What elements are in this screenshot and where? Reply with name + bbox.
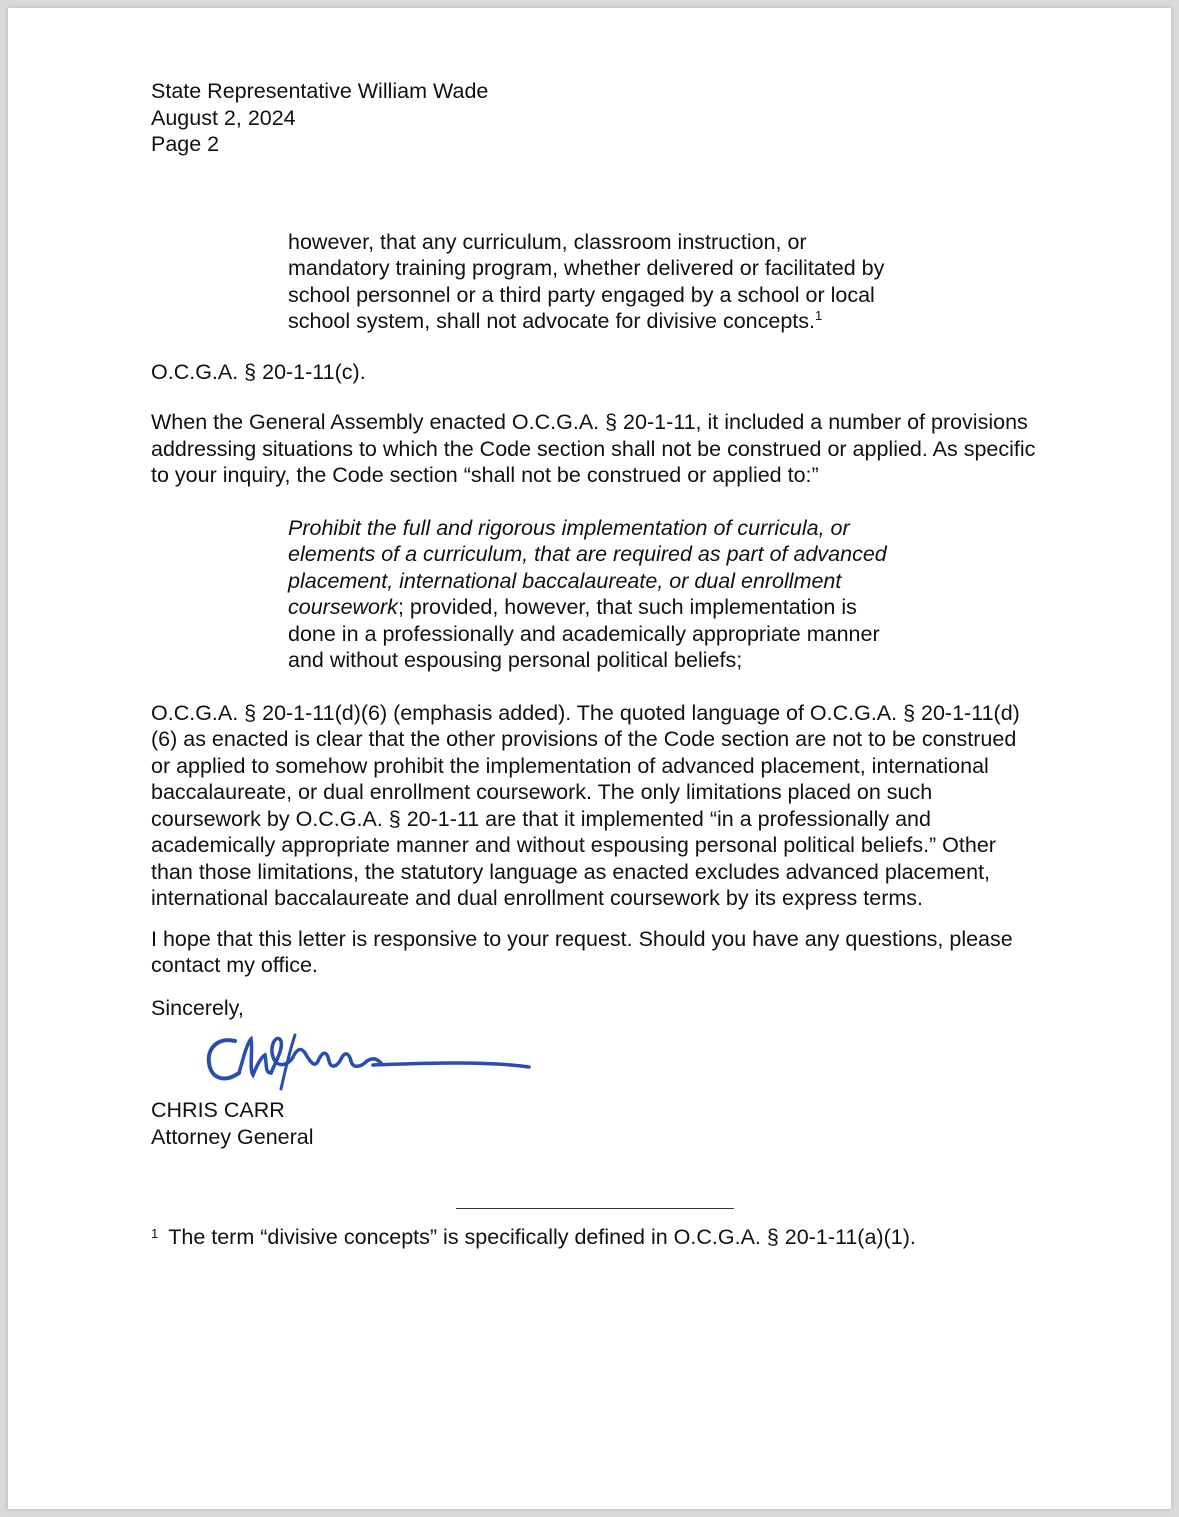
footnote-marker: 1 [151, 1226, 159, 1241]
statute-quote-2 [288, 515, 908, 674]
footnote [151, 1221, 1039, 1251]
footnote-divider [456, 1208, 734, 1209]
date-line: August 2, 2024 [151, 105, 296, 130]
statute-quote-2-emphasis: Prohibit the full and rigorous implementation of curricula, or elements of a curriculum, that are required as part of advanced placement, international baccalaureate, or dual enrollment coursework [288, 515, 887, 619]
statute-quote-1-text: however, that any curriculum, classroom instruction, or mandatory training program, whether delivered or facilitated by school personnel or a third party engaged by a school or local school system, shall not advocate for divisive concepts. [288, 229, 885, 333]
letter-header [151, 78, 1039, 158]
citation-1: O.C.G.A. § 20-1-11(c). [151, 359, 366, 384]
letter-page [8, 8, 1171, 1509]
page-number: Page 2 [151, 132, 220, 156]
statute-quote-1 [288, 229, 908, 335]
footnote-text: The term “divisive concepts” is specifically defined in O.C.G.A. § 20-1-11(a)(1). [168, 1225, 916, 1249]
paragraph-3: I hope that this letter is responsive to your request. Should you have any questions, please contact my office. [151, 926, 1013, 977]
closing: Sincerely, [151, 995, 244, 1020]
signer-title: Attorney General [151, 1124, 314, 1149]
statute-quote-2-text: ; provided, however, that such implementation is done in a professionally and academically appropriate manner and without espousing personal political beliefs; [288, 595, 880, 672]
footnote-reference: 1 [815, 307, 823, 323]
signer-block [151, 1097, 1039, 1150]
recipient-line: State Representative William Wade [151, 79, 489, 103]
signature [177, 1029, 557, 1093]
paragraph-2: O.C.G.A. § 20-1-11(d)(6) (emphasis added). The quoted language of O.C.G.A. § 20-1-11(d)(6) as enacted is clear that the other provisions of the Code section are not to be construed or applied to somehow prohibit the implementation of advanced placement, international baccalaureate, or dual enrollment coursework. The only limitations placed on such coursework by O.C.G.A. § 20-1-11 are that it implemented “in a professionally and academically appropriate manner and without espousing personal political beliefs.” Other than those limitations, the statutory language as enacted excludes advanced placement, international baccalaureate and dual enrollment coursework by its express terms. [151, 700, 1020, 910]
paragraph-1: When the General Assembly enacted O.C.G.A. § 20-1-11, it included a number of provisions addressing situations to which the Code section shall not be construed or applied. As specific to your inquiry, the Code section “shall not be construed or applied to:” [151, 410, 1036, 487]
signer-name: CHRIS CARR [151, 1098, 285, 1122]
letter-body [151, 78, 1039, 1251]
signature-graphic [177, 1029, 557, 1093]
